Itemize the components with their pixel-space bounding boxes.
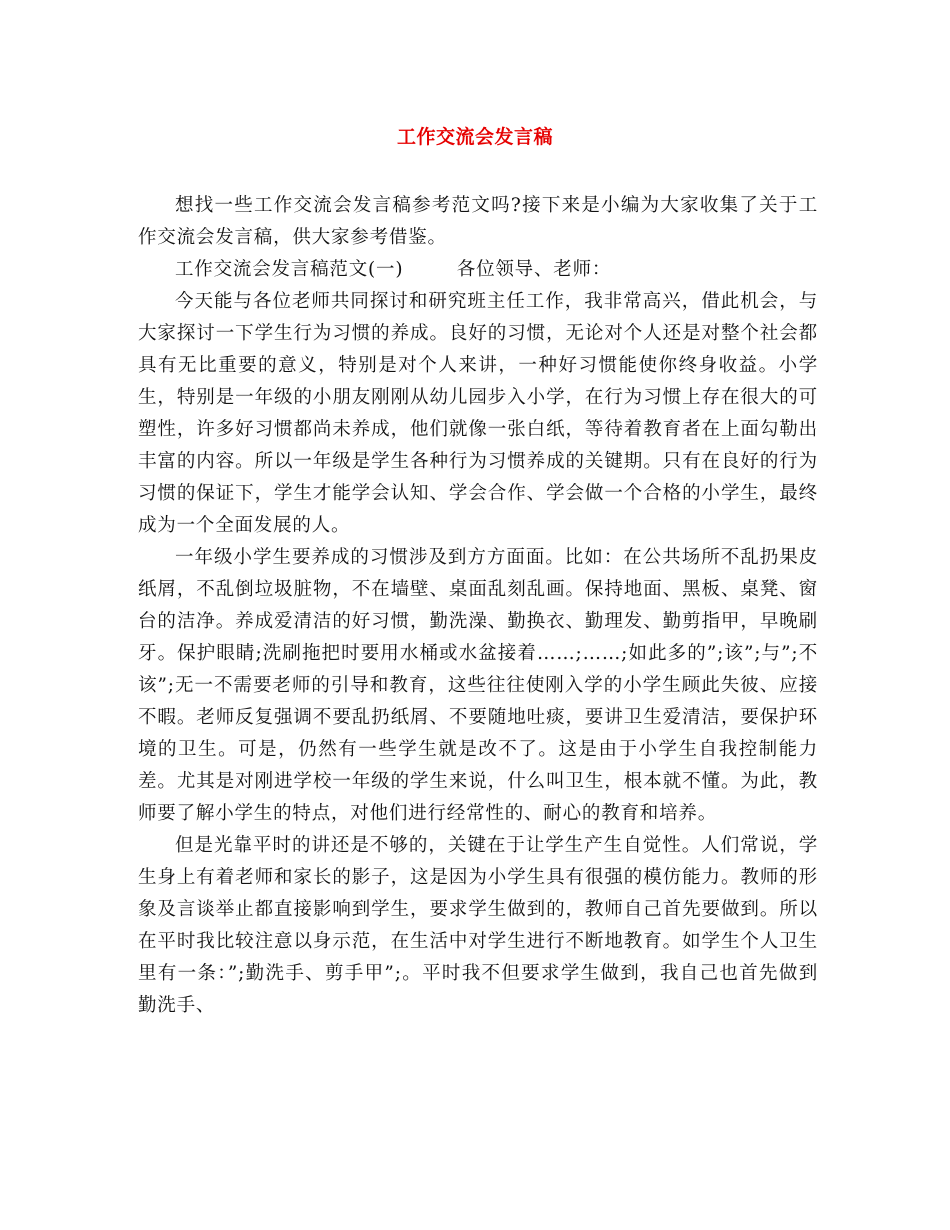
body-paragraph: 但是光靠平时的讲还是不够的，关键在于让学生产生自觉性。人们常说，学生身上有着老师和家长的影子，这是因为小学生具有很强的模仿能力。教师的形象及言谈举止都直接影响到学生，要求学生做到的，教师自己首先要做到。所以在平时我比较注意以身示范，在生活中对学生进行不断地教育。如学生个人卫生里有一条：”;勤洗手、剪手甲”;。平时我不但要求学生做到，我自己也首先做到勤洗手、: [138, 835, 818, 1016]
body-paragraph: 今天能与各位老师共同探讨和研究班主任工作，我非常高兴，借此机会，与大家探讨一下学生行为习惯的养成。良好的习惯，无论对个人还是对整个社会都具有无比重要的意义，特别是对个人来讲，一种好习惯能使你终身收益。小学生，特别是一年级的小朋友刚刚从幼儿园步入小学，在行为习惯上存在很大的可塑性，许多好习惯都尚未养成，他们就像一张白纸，等待着教育者在上面勾勒出丰富的内容。所以一年级是学生各种行为习惯养成的关键期。只有在良好的行为习惯的保证下，学生才能学会认知、学会合作、学会做一个合格的小学生，最终成为一个全面发展的人。: [138, 291, 818, 536]
document-body: [138, 190, 818, 1022]
body-paragraph: 一年级小学生要养成的习惯涉及到方方面面。比如：在公共场所不乱扔果皮纸屑，不乱倒垃圾脏物，不在墙壁、桌面乱刻乱画。保持地面、黑板、桌凳、窗台的洁净。养成爱清洁的好习惯，勤洗澡、勤换衣、勤理发、勤剪指甲，早晚刷牙。保护眼睛;洗刷拖把时要用水桶或水盆接着……;……;如此多的”;该”;与”;不该”;无一不需要老师的引导和教育，这些往往使刚入学的小学生顾此失彼、应接不暇。老师反复强调不要乱扔纸屑、不要随地吐痰，要讲卫生爱清洁，要保护环境的卫生。可是，仍然有一些学生就是改不了。这是由于小学生自我控制能力差。尤其是对刚进学校一年级的学生来说，什么叫卫生，根本就不懂。为此，教师要了解小学生的特点，对他们进行经常性的、耐心的教育和培养。: [138, 547, 818, 824]
sample-heading-line: 工作交流会发言稿范文(一) 各位领导、老师：: [175, 259, 612, 280]
page-title: 工作交流会发言稿: [396, 126, 553, 148]
intro-paragraph: 想找一些工作交流会发言稿参考范文吗?接下来是小编为大家收集了关于工作交流会发言稿，供大家参考借鉴。: [138, 195, 818, 248]
